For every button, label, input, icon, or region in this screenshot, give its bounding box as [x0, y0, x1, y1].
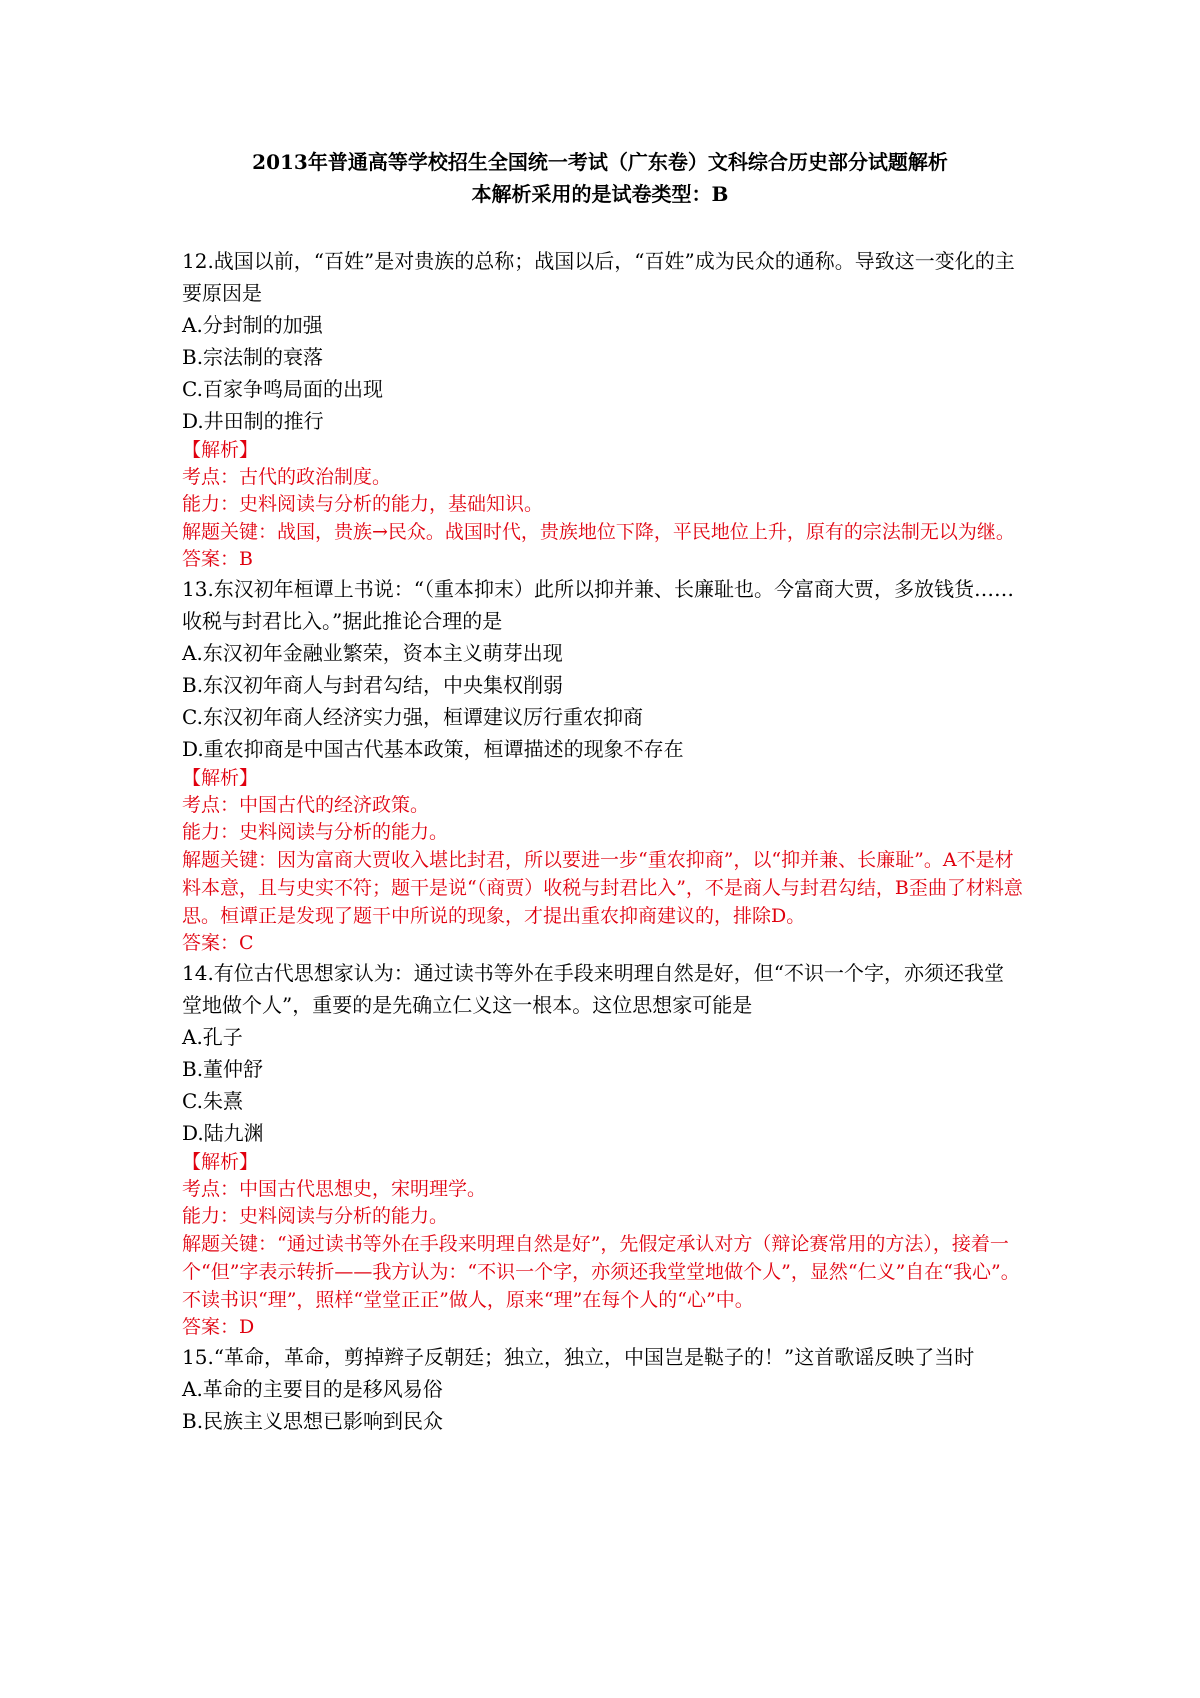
option-b: B.东汉初年商人与封君勾结，中央集权削弱: [182, 673, 564, 697]
question-15: [182, 1341, 1024, 1437]
option-a: A.东汉初年金融业繁荣，资本主义萌芽出现: [182, 641, 563, 665]
question-stem: 14.有位古代思想家认为：通过读书等外在手段来明理自然是好，但“不识一个字，亦须还我堂堂地做个人”，重要的是先确立仁义这一根本。这位思想家可能是: [182, 961, 1005, 1017]
question-stem: 12.战国以前，“百姓”是对贵族的总称；战国以后，“百姓”成为民众的通称。导致这一变化的主要原因是: [182, 249, 1015, 305]
question-13: [182, 573, 1024, 765]
document-body: [182, 245, 1024, 1437]
analysis-label: 【解析】: [182, 767, 259, 789]
option-d: D.井田制的推行: [182, 409, 324, 433]
analysis-answer: 答案：D: [182, 1316, 255, 1338]
analysis-jieti: 解题关键：战国，贵族→民众。战国时代，贵族地位下降，平民地位上升，原有的宗法制无以为继。: [182, 521, 1015, 543]
option-a: A.孔子: [182, 1025, 243, 1049]
analysis-kaodian: 考点：中国古代的经济政策。: [182, 794, 430, 816]
question-14: [182, 957, 1024, 1149]
option-b: B.董仲舒: [182, 1057, 264, 1081]
analysis-nengli: 能力：史料阅读与分析的能力，基础知识。: [182, 493, 544, 515]
option-c: C.朱熹: [182, 1089, 243, 1113]
analysis-nengli: 能力：史料阅读与分析的能力。: [182, 1205, 449, 1227]
question-stem: 13.东汉初年桓谭上书说：“（重本抑末）此所以抑并兼、长廉耻也。今富商大贾，多放钱货……收税与封君比入。”据此推论合理的是: [182, 577, 1015, 633]
option-b: B.民族主义思想已影响到民众: [182, 1409, 444, 1433]
option-a: A.革命的主要目的是移风易俗: [182, 1377, 443, 1401]
option-d: D.陆九渊: [182, 1121, 264, 1145]
analysis-label: 【解析】: [182, 1151, 259, 1173]
analysis-13: [182, 765, 1024, 957]
option-d: D.重农抑商是中国古代基本政策，桓谭描述的现象不存在: [182, 737, 684, 761]
analysis-answer: 答案：B: [182, 548, 253, 570]
question-12: [182, 245, 1024, 437]
analysis-jieti: 解题关键：因为富商大贾收入堪比封君，所以要进一步“重农抑商”，以“抑并兼、长廉耻”。A不是材料本意，且与史实不符；题干是说“（商贾）收税与封君比入”，不是商人与封君勾结，B歪曲了材料意思。桓谭正是发现了题干中所说的现象，才提出重农抑商建议的，排除D。: [182, 849, 1023, 927]
analysis-label: 【解析】: [182, 439, 259, 461]
analysis-nengli: 能力：史料阅读与分析的能力。: [182, 821, 449, 843]
document-subtitle: 本解析采用的是试卷类型：B: [471, 182, 729, 206]
analysis-kaodian: 考点：古代的政治制度。: [182, 466, 392, 488]
question-stem: 15.“革命，革命，剪掉辫子反朝廷；独立，独立，中国岂是鞑子的！”这首歌谣反映了当时: [182, 1345, 975, 1369]
analysis-14: [182, 1149, 1024, 1341]
option-c: C.百家争鸣局面的出现: [182, 377, 383, 401]
option-a: A.分封制的加强: [182, 313, 323, 337]
analysis-answer: 答案：C: [182, 932, 254, 954]
option-c: C.东汉初年商人经济实力强，桓谭建议厉行重农抑商: [182, 705, 643, 729]
option-b: B.宗法制的衰落: [182, 345, 324, 369]
document-title: 2013年普通高等学校招生全国统一考试（广东卷）文科综合历史部分试题解析: [252, 150, 948, 174]
analysis-kaodian: 考点：中国古代思想史，宋明理学。: [182, 1178, 487, 1200]
analysis-12: [182, 437, 1024, 573]
analysis-jieti: 解题关键：“通过读书等外在手段来明理自然是好”，先假定承认对方（辩论赛常用的方法），接着一个“但”字表示转折——我方认为：“不识一个字，亦须还我堂堂地做个人”，显然“仁义”自在“我心”。不读书识“理”，照样“堂堂正正”做人，原来“理”在每个人的“心”中。: [182, 1233, 1020, 1311]
